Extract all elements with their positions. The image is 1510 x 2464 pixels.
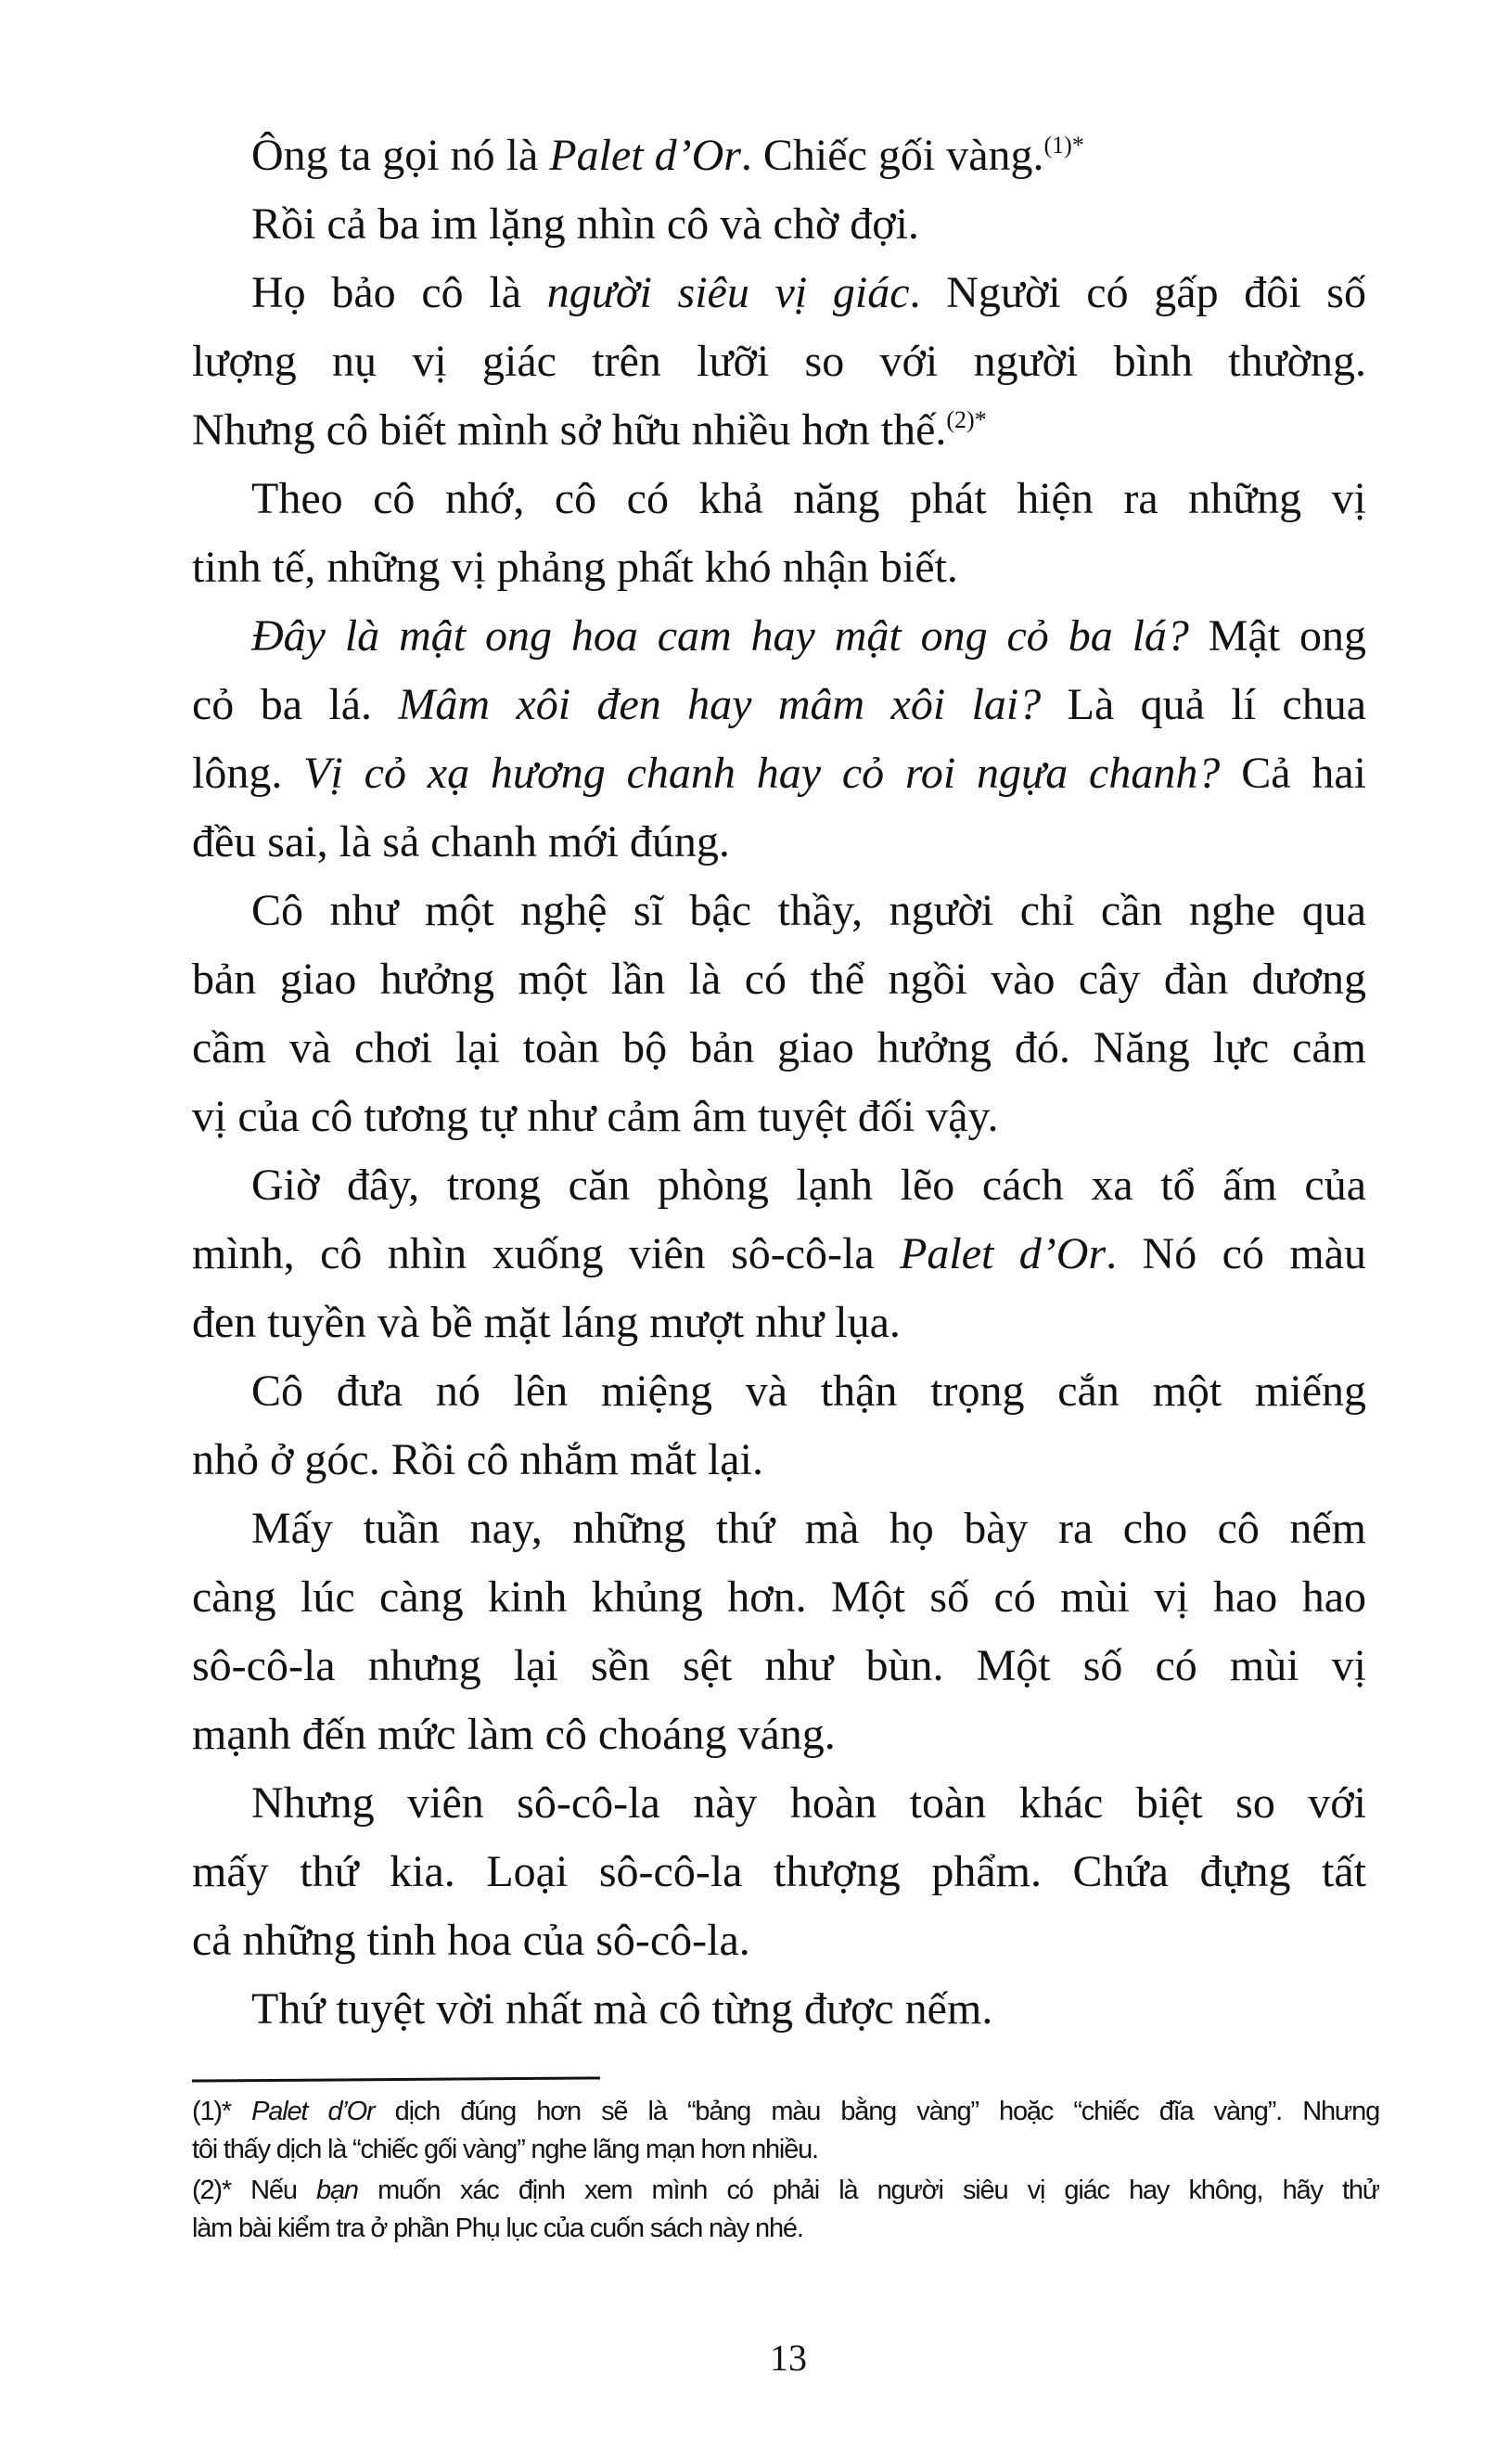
paragraph: [192, 1975, 1366, 2044]
text-span: (1)*: [192, 2097, 252, 2126]
text-span: Rồi cả ba im lặng nhìn cô và chờ đợi.: [251, 199, 919, 249]
text-span: lông.: [192, 749, 304, 798]
text-span: sô-cô-la nhưng lại sền sệt như bùn. Một số có mùi vị: [192, 1641, 1366, 1690]
text-line: [192, 190, 1366, 259]
paragraph: [192, 1151, 1366, 1357]
text-line: [192, 122, 1366, 190]
italic-text: Mâm xôi đen hay mâm xôi lai?: [398, 680, 1042, 729]
paragraph: [192, 190, 1366, 259]
paragraph: [192, 1357, 1366, 1495]
text-span: Giờ đây, trong căn phòng lạnh lẽo cách xa tổ ấm của: [251, 1161, 1366, 1210]
text-span: Mật ong: [1188, 611, 1366, 661]
text-span: Nhưng viên sô-cô-la này hoàn toàn khác biệt so với: [251, 1778, 1366, 1828]
text-span: Theo cô nhớ, cô có khả năng phát hiện ra những vị: [251, 474, 1366, 523]
text-line: [192, 1357, 1366, 1426]
text-line: [192, 259, 1366, 327]
text-span: tôi thấy dịch là “chiếc gối vàng” nghe lãng mạn hơn nhiều.: [192, 2135, 818, 2164]
text-line: [192, 1563, 1366, 1632]
text-span: . Chiếc gối vàng.: [740, 131, 1044, 180]
italic-text: bạn: [316, 2175, 358, 2205]
text-line: [192, 1769, 1366, 1838]
text-line: [192, 739, 1366, 808]
footnote: [192, 2093, 1379, 2169]
paragraph: [192, 465, 1366, 602]
text-line: [192, 945, 1366, 1014]
text-span: (2)* Nếu: [192, 2175, 317, 2205]
paragraph: [192, 602, 1366, 877]
text-line: [192, 602, 1366, 671]
text-line: [192, 1014, 1366, 1083]
italic-text: Palet d’Or: [900, 1229, 1107, 1278]
text-span: tinh tế, những vị phảng phất khó nhận biết.: [192, 543, 958, 592]
paragraph: [192, 259, 1366, 465]
footnote-marker: (2)*: [946, 406, 987, 433]
paragraph: [192, 1769, 1366, 1975]
text-span: mấy thứ kia. Loại sô-cô-la thượng phẩm. Chứa đựng tất: [192, 1847, 1366, 1896]
text-line: [192, 1700, 1366, 1769]
text-span: Thứ tuyệt vời nhất mà cô từng được nếm.: [251, 1984, 993, 2034]
text-line: [192, 2172, 1379, 2210]
text-span: vị của cô tương tự như cảm âm tuyệt đối vậy.: [192, 1092, 999, 1141]
text-span: muốn xác định xem mình có phải là người siêu vị giác hay không, hãy thử: [357, 2175, 1379, 2205]
text-span: Họ bảo cô là: [251, 268, 547, 317]
footnote: [192, 2172, 1379, 2248]
text-span: đều sai, là sả chanh mới đúng.: [192, 817, 730, 866]
text-line: [192, 2093, 1379, 2131]
text-line: [192, 2210, 1379, 2248]
italic-text: Vị cỏ xạ hương chanh hay cỏ roi ngựa chanh?: [303, 749, 1221, 798]
italic-text: Đây là mật ong hoa cam hay mật ong cỏ ba lá?: [251, 611, 1189, 661]
italic-text: Palet d’Or: [549, 131, 741, 180]
text-line: [192, 1289, 1366, 1357]
text-line: [192, 2131, 1379, 2169]
text-span: Mấy tuần nay, những thứ mà họ bày ra cho cô nếm: [251, 1504, 1366, 1553]
text-line: [192, 808, 1366, 877]
text-line: [192, 1632, 1366, 1700]
text-span: Cô như một nghệ sĩ bậc thầy, người chỉ cần nghe qua: [251, 886, 1366, 935]
text-span: dịch đúng hơn sẽ là “bảng màu bằng vàng” hoặc “chiếc đĩa vàng”. Nhưng: [374, 2097, 1379, 2126]
footnotes: [192, 2093, 1379, 2251]
text-line: [192, 1906, 1366, 1975]
body-text: [192, 122, 1366, 2044]
text-span: cầm và chơi lại toàn bộ bản giao hưởng đó. Năng lực cảm: [192, 1023, 1366, 1072]
text-span: đen tuyền và bề mặt láng mượt như lụa.: [192, 1298, 901, 1347]
text-line: [192, 1083, 1366, 1151]
text-span: Là quả lí chua: [1041, 680, 1366, 729]
text-span: Cả hai: [1220, 749, 1366, 798]
text-line: [192, 533, 1366, 602]
footnote-marker: (1)*: [1043, 132, 1084, 159]
italic-text: Palet d’Or: [251, 2097, 375, 2126]
paragraph: [192, 122, 1366, 190]
text-span: Ông ta gọi nó là: [251, 131, 550, 180]
text-line: [192, 1838, 1366, 1906]
text-line: [192, 465, 1366, 533]
text-line: [192, 1151, 1366, 1220]
text-line: [192, 1426, 1366, 1495]
text-span: Nhưng cô biết mình sở hữu nhiều hơn thế.: [192, 405, 947, 455]
text-span: nhỏ ở góc. Rồi cô nhắm mắt lại.: [192, 1435, 763, 1484]
text-line: [192, 877, 1366, 945]
text-line: [192, 1495, 1366, 1563]
text-line: [192, 396, 1366, 465]
text-span: mạnh đến mức làm cô choáng váng.: [192, 1710, 836, 1759]
paragraph: [192, 877, 1366, 1151]
text-span: lượng nụ vị giác trên lưỡi so với người bình thường.: [192, 337, 1366, 386]
text-span: làm bài kiểm tra ở phần Phụ lục của cuốn sách này nhé.: [192, 2214, 803, 2243]
text-span: . Nó có màu: [1106, 1229, 1366, 1278]
text-span: càng lúc càng kinh khủng hơn. Một số có mùi vị hao hao: [192, 1572, 1366, 1622]
page-number: 13: [770, 2337, 807, 2379]
text-span: . Người có gấp đôi số: [909, 268, 1366, 317]
italic-text: người siêu vị giác: [546, 268, 910, 317]
paragraph: [192, 1495, 1366, 1769]
text-span: cả những tinh hoa của sô-cô-la.: [192, 1916, 750, 1965]
text-span: cỏ ba lá.: [192, 680, 399, 729]
text-span: mình, cô nhìn xuống viên sô-cô-la: [192, 1229, 901, 1278]
text-span: bản giao hưởng một lần là có thể ngồi vào cây đàn dương: [192, 955, 1366, 1004]
text-line: [192, 327, 1366, 396]
text-line: [192, 1975, 1366, 2044]
text-span: Cô đưa nó lên miệng và thận trọng cắn một miếng: [251, 1367, 1366, 1416]
text-line: [192, 1220, 1366, 1289]
footnote-divider: [192, 2076, 600, 2082]
text-line: [192, 671, 1366, 739]
